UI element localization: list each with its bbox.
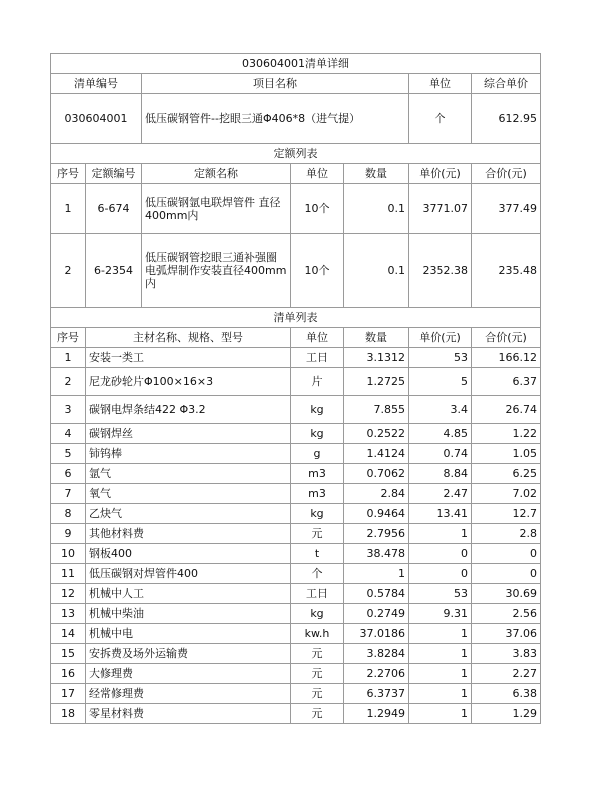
quota-unit: 10个 [291,184,344,234]
quota-row [51,184,541,234]
material-price: 5 [409,368,472,396]
material-unit: kw.h [291,624,344,644]
material-row [51,424,541,444]
material-unit: 工日 [291,584,344,604]
material-name: 其他材料费 [86,524,291,544]
material-unit: 元 [291,684,344,704]
material-name: 机械中人工 [86,584,291,604]
material-total: 0 [472,564,541,584]
material-total: 12.7 [472,504,541,524]
bill-code: 030604001 [51,94,142,144]
material-no: 9 [51,524,86,544]
material-row [51,524,541,544]
title-row [51,54,541,74]
material-name: 碳钢焊丝 [86,424,291,444]
material-row [51,396,541,424]
material-price: 1 [409,664,472,684]
quota-price: 2352.38 [409,234,472,308]
material-row [51,348,541,368]
header-item-name: 项目名称 [142,74,409,94]
material-qty: 0.7062 [344,464,409,484]
material-no: 1 [51,348,86,368]
material-price: 53 [409,348,472,368]
quota-total: 377.49 [472,184,541,234]
material-row [51,368,541,396]
header-unit-price: 综合单价 [472,74,541,94]
material-row [51,624,541,644]
material-row [51,704,541,724]
material-price: 1 [409,524,472,544]
quota-header-name: 定额名称 [142,164,291,184]
material-total: 2.8 [472,524,541,544]
material-no: 8 [51,504,86,524]
material-name: 氧气 [86,484,291,504]
quota-name: 低压碳钢管挖眼三通补强圈电弧焊制作安装直径400mm内 [142,234,291,308]
materials-header-row [51,328,541,348]
material-total: 2.27 [472,664,541,684]
material-unit: 元 [291,704,344,724]
quota-unit: 10个 [291,234,344,308]
material-price: 9.31 [409,604,472,624]
materials-header-qty: 数量 [344,328,409,348]
material-price: 1 [409,624,472,644]
material-unit: kg [291,424,344,444]
materials-section-row [51,308,541,328]
material-price: 1 [409,644,472,664]
material-row [51,484,541,504]
material-row [51,444,541,464]
material-no: 6 [51,464,86,484]
material-qty: 1 [344,564,409,584]
material-price: 13.41 [409,504,472,524]
material-no: 17 [51,684,86,704]
material-total: 30.69 [472,584,541,604]
material-unit: 元 [291,664,344,684]
material-price: 53 [409,584,472,604]
material-total: 1.29 [472,704,541,724]
material-total: 6.25 [472,464,541,484]
material-total: 7.02 [472,484,541,504]
material-price: 1 [409,684,472,704]
material-qty: 38.478 [344,544,409,564]
quota-header-no: 序号 [51,164,86,184]
material-qty: 6.3737 [344,684,409,704]
quota-header-total: 合价(元) [472,164,541,184]
material-no: 5 [51,444,86,464]
material-row [51,684,541,704]
materials-header-price: 单价(元) [409,328,472,348]
material-unit: 元 [291,644,344,664]
quota-code: 6-2354 [86,234,142,308]
material-no: 12 [51,584,86,604]
material-name: 尼龙砂轮片Φ100×16×3 [86,368,291,396]
material-total: 1.22 [472,424,541,444]
material-row [51,644,541,664]
material-total: 1.05 [472,444,541,464]
material-row [51,464,541,484]
material-qty: 0.2522 [344,424,409,444]
material-qty: 1.4124 [344,444,409,464]
material-no: 10 [51,544,86,564]
material-name: 铈钨棒 [86,444,291,464]
material-unit: m3 [291,484,344,504]
material-no: 11 [51,564,86,584]
quota-header-code: 定额编号 [86,164,142,184]
material-unit: 工日 [291,348,344,368]
material-total: 3.83 [472,644,541,664]
material-no: 16 [51,664,86,684]
materials-header-name: 主材名称、规格、型号 [86,328,291,348]
material-unit: m3 [291,464,344,484]
materials-header-total: 合价(元) [472,328,541,348]
material-unit: t [291,544,344,564]
material-row [51,584,541,604]
header-bill-code: 清单编号 [51,74,142,94]
quota-header-qty: 数量 [344,164,409,184]
material-name: 机械中柴油 [86,604,291,624]
bill-unit-price: 612.95 [472,94,541,144]
material-price: 0 [409,544,472,564]
bill-name: 低压碳钢管件--挖眼三通Φ406*8（进气提） [142,94,409,144]
material-row [51,504,541,524]
quota-qty: 0.1 [344,184,409,234]
material-no: 18 [51,704,86,724]
material-total: 0 [472,544,541,564]
material-name: 安装一类工 [86,348,291,368]
material-qty: 7.855 [344,396,409,424]
quota-total: 235.48 [472,234,541,308]
material-total: 26.74 [472,396,541,424]
material-qty: 3.8284 [344,644,409,664]
material-no: 4 [51,424,86,444]
materials-section-title: 清单列表 [51,308,541,328]
material-name: 大修理费 [86,664,291,684]
material-row [51,664,541,684]
bill-header-row [51,74,541,94]
quota-header-price: 单价(元) [409,164,472,184]
material-name: 低压碳钢对焊管件400 [86,564,291,584]
quota-section-row [51,144,541,164]
materials-header-no: 序号 [51,328,86,348]
material-total: 6.37 [472,368,541,396]
material-qty: 2.2706 [344,664,409,684]
material-qty: 2.84 [344,484,409,504]
bill-unit: 个 [409,94,472,144]
material-qty: 1.2949 [344,704,409,724]
quota-row [51,234,541,308]
header-unit: 单位 [409,74,472,94]
material-unit: 片 [291,368,344,396]
material-row [51,544,541,564]
quota-no: 2 [51,234,86,308]
material-qty: 1.2725 [344,368,409,396]
bill-row [51,94,541,144]
material-name: 钢板400 [86,544,291,564]
material-qty: 2.7956 [344,524,409,544]
material-unit: kg [291,504,344,524]
quota-name: 低压碳钢氩电联焊管件 直径400mm内 [142,184,291,234]
material-name: 机械中电 [86,624,291,644]
material-no: 15 [51,644,86,664]
quota-code: 6-674 [86,184,142,234]
quota-qty: 0.1 [344,234,409,308]
page-title: 030604001清单详细 [51,54,541,74]
material-total: 37.06 [472,624,541,644]
material-no: 13 [51,604,86,624]
material-unit: g [291,444,344,464]
materials-header-unit: 单位 [291,328,344,348]
material-unit: 个 [291,564,344,584]
material-total: 6.38 [472,684,541,704]
material-price: 0.74 [409,444,472,464]
quota-header-row [51,164,541,184]
quota-no: 1 [51,184,86,234]
material-name: 碳钢电焊条结422 Φ3.2 [86,396,291,424]
material-qty: 0.9464 [344,504,409,524]
material-price: 1 [409,704,472,724]
bill-detail-table [50,53,541,724]
material-row [51,564,541,584]
material-unit: 元 [291,524,344,544]
material-name: 经常修理费 [86,684,291,704]
material-price: 8.84 [409,464,472,484]
material-name: 乙炔气 [86,504,291,524]
material-total: 2.56 [472,604,541,624]
quota-section-title: 定额列表 [51,144,541,164]
material-no: 7 [51,484,86,504]
material-no: 2 [51,368,86,396]
material-row [51,604,541,624]
material-qty: 0.2749 [344,604,409,624]
material-unit: kg [291,396,344,424]
material-total: 166.12 [472,348,541,368]
material-price: 0 [409,564,472,584]
material-no: 3 [51,396,86,424]
material-name: 安拆费及场外运输费 [86,644,291,664]
material-qty: 0.5784 [344,584,409,604]
material-price: 3.4 [409,396,472,424]
quota-header-unit: 单位 [291,164,344,184]
material-qty: 37.0186 [344,624,409,644]
material-name: 零星材料费 [86,704,291,724]
material-price: 4.85 [409,424,472,444]
material-name: 氩气 [86,464,291,484]
material-no: 14 [51,624,86,644]
material-qty: 3.1312 [344,348,409,368]
material-unit: kg [291,604,344,624]
quota-price: 3771.07 [409,184,472,234]
material-price: 2.47 [409,484,472,504]
